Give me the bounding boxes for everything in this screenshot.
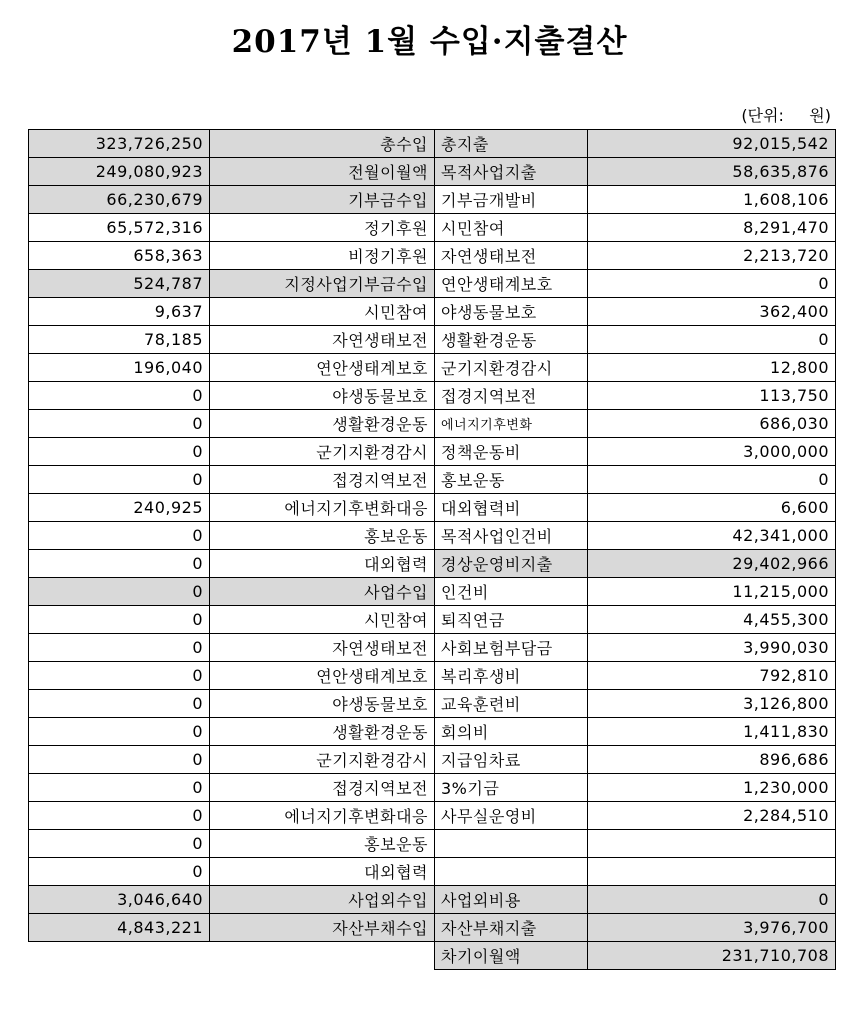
page-title: 2017년 1월 수입·지출결산 <box>231 24 628 60</box>
expense-item-cell: 목적사업지출 <box>435 158 588 186</box>
income-amount-cell: 65,572,316 <box>29 214 210 242</box>
income-item-cell: 대외협력 <box>210 858 435 886</box>
expense-amount-cell: 2,213,720 <box>588 242 836 270</box>
table-row <box>29 158 836 186</box>
expense-item-cell: 지급임차료 <box>435 746 588 774</box>
expense-amount-cell: 3,000,000 <box>588 438 836 466</box>
table-row <box>29 606 836 634</box>
expense-amount-cell: 0 <box>588 466 836 494</box>
expense-item-cell: 복리후생비 <box>435 662 588 690</box>
income-item-cell: 대외협력 <box>210 550 435 578</box>
expense-amount-cell: 11,215,000 <box>588 578 836 606</box>
income-amount-cell: 0 <box>29 634 210 662</box>
expense-item-cell <box>435 830 588 858</box>
table-row <box>29 270 836 298</box>
income-item-cell: 자연생태보전 <box>210 326 435 354</box>
income-amount-cell: 0 <box>29 830 210 858</box>
table-row <box>29 298 836 326</box>
table-row <box>29 662 836 690</box>
table-row <box>29 634 836 662</box>
expense-item-cell: 연안생태계보호 <box>435 270 588 298</box>
income-amount-cell: 0 <box>29 746 210 774</box>
income-amount-cell: 196,040 <box>29 354 210 382</box>
income-item-cell: 홍보운동 <box>210 830 435 858</box>
income-item-cell: 에너지기후변화대응 <box>210 802 435 830</box>
income-item-cell: 사업수입 <box>210 578 435 606</box>
income-item-cell: 전월이월액 <box>210 158 435 186</box>
expense-item-cell: 인건비 <box>435 578 588 606</box>
expense-item-cell: 정책운동비 <box>435 438 588 466</box>
income-item-cell: 자산부채수입 <box>210 914 435 942</box>
table-row <box>29 718 836 746</box>
income-amount-cell: 0 <box>29 522 210 550</box>
income-amount-cell: 0 <box>29 410 210 438</box>
table-row <box>29 802 836 830</box>
income-item-cell: 기부금수입 <box>210 186 435 214</box>
expense-item-cell: 기부금개발비 <box>435 186 588 214</box>
table-row <box>29 242 836 270</box>
income-item-cell: 홍보운동 <box>210 522 435 550</box>
income-item-cell: 지정사업기부금수입 <box>210 270 435 298</box>
table-row <box>29 382 836 410</box>
table-row <box>29 214 836 242</box>
income-item-cell: 비정기후원 <box>210 242 435 270</box>
expense-amount-cell: 3,990,030 <box>588 634 836 662</box>
expense-amount-cell: 12,800 <box>588 354 836 382</box>
expense-item-cell: 사회보험부담금 <box>435 634 588 662</box>
income-amount-cell: 249,080,923 <box>29 158 210 186</box>
expense-item-cell: 사무실운영비 <box>435 802 588 830</box>
table-row <box>29 550 836 578</box>
table-row <box>29 830 836 858</box>
table-row <box>29 326 836 354</box>
expense-item-cell: 자산부채지출 <box>435 914 588 942</box>
income-item-cell: 생활환경운동 <box>210 410 435 438</box>
expense-item-cell: 회의비 <box>435 718 588 746</box>
expense-item-cell: 차기이월액 <box>435 942 588 970</box>
income-amount-cell: 3,046,640 <box>29 886 210 914</box>
table-row <box>29 354 836 382</box>
income-amount-cell <box>29 942 210 970</box>
income-amount-cell: 0 <box>29 550 210 578</box>
table-row <box>29 886 836 914</box>
expense-item-cell: 에너지기후변화 <box>435 410 588 438</box>
expense-item-cell: 야생동물보호 <box>435 298 588 326</box>
expense-amount-cell: 1,230,000 <box>588 774 836 802</box>
income-amount-cell: 0 <box>29 382 210 410</box>
expense-amount-cell: 1,608,106 <box>588 186 836 214</box>
table-row <box>29 522 836 550</box>
table-row <box>29 438 836 466</box>
expense-item-cell: 자연생태보전 <box>435 242 588 270</box>
table-row <box>29 410 836 438</box>
expense-item-cell: 홍보운동 <box>435 466 588 494</box>
income-amount-cell: 0 <box>29 662 210 690</box>
income-item-cell: 사업외수입 <box>210 886 435 914</box>
expense-item-cell: 생활환경운동 <box>435 326 588 354</box>
expense-item-cell: 시민참여 <box>435 214 588 242</box>
expense-item-cell: 퇴직연금 <box>435 606 588 634</box>
expense-amount-cell <box>588 858 836 886</box>
income-amount-cell: 78,185 <box>29 326 210 354</box>
expense-amount-cell: 3,126,800 <box>588 690 836 718</box>
income-item-cell: 야생동물보호 <box>210 690 435 718</box>
income-amount-cell: 524,787 <box>29 270 210 298</box>
expense-item-cell: 접경지역보전 <box>435 382 588 410</box>
income-item-cell: 시민참여 <box>210 606 435 634</box>
table-row <box>29 914 836 942</box>
income-amount-cell: 0 <box>29 718 210 746</box>
expense-amount-cell: 92,015,542 <box>588 130 836 158</box>
income-amount-cell: 0 <box>29 466 210 494</box>
table-row <box>29 578 836 606</box>
expense-amount-cell: 42,341,000 <box>588 522 836 550</box>
table-row <box>29 746 836 774</box>
expense-item-cell: 목적사업인건비 <box>435 522 588 550</box>
income-amount-cell: 240,925 <box>29 494 210 522</box>
income-amount-cell: 0 <box>29 606 210 634</box>
income-amount-cell: 66,230,679 <box>29 186 210 214</box>
income-amount-cell: 4,843,221 <box>29 914 210 942</box>
expense-amount-cell: 231,710,708 <box>588 942 836 970</box>
expense-amount-cell: 362,400 <box>588 298 836 326</box>
income-item-cell: 접경지역보전 <box>210 466 435 494</box>
income-amount-cell: 0 <box>29 438 210 466</box>
expense-item-cell: 경상운영비지출 <box>435 550 588 578</box>
income-amount-cell: 323,726,250 <box>29 130 210 158</box>
expense-amount-cell: 2,284,510 <box>588 802 836 830</box>
income-amount-cell: 0 <box>29 802 210 830</box>
income-item-cell: 군기지환경감시 <box>210 746 435 774</box>
expense-amount-cell: 0 <box>588 270 836 298</box>
table-row <box>29 130 836 158</box>
income-item-cell: 정기후원 <box>210 214 435 242</box>
expense-amount-cell: 792,810 <box>588 662 836 690</box>
table-row <box>29 858 836 886</box>
income-item-cell: 접경지역보전 <box>210 774 435 802</box>
income-item-cell <box>210 942 435 970</box>
expense-amount-cell: 29,402,966 <box>588 550 836 578</box>
income-amount-cell: 0 <box>29 858 210 886</box>
table-row <box>29 942 836 970</box>
income-item-cell: 자연생태보전 <box>210 634 435 662</box>
expense-item-cell: 대외협력비 <box>435 494 588 522</box>
income-amount-cell: 9,637 <box>29 298 210 326</box>
income-item-cell: 에너지기후변화대응 <box>210 494 435 522</box>
expense-item-cell <box>435 858 588 886</box>
expense-amount-cell: 58,635,876 <box>588 158 836 186</box>
expense-amount-cell: 1,411,830 <box>588 718 836 746</box>
income-amount-cell: 0 <box>29 774 210 802</box>
settlement-table <box>28 129 836 970</box>
expense-amount-cell: 0 <box>588 326 836 354</box>
unit-label: (단위: 원) <box>741 106 831 125</box>
expense-item-cell: 총지출 <box>435 130 588 158</box>
expense-item-cell: 군기지환경감시 <box>435 354 588 382</box>
expense-item-cell: 사업외비용 <box>435 886 588 914</box>
income-amount-cell: 658,363 <box>29 242 210 270</box>
expense-amount-cell: 686,030 <box>588 410 836 438</box>
table-row <box>29 690 836 718</box>
income-amount-cell: 0 <box>29 690 210 718</box>
income-item-cell: 야생동물보호 <box>210 382 435 410</box>
income-item-cell: 시민참여 <box>210 298 435 326</box>
income-item-cell: 총수입 <box>210 130 435 158</box>
expense-amount-cell: 113,750 <box>588 382 836 410</box>
income-item-cell: 군기지환경감시 <box>210 438 435 466</box>
table-row <box>29 494 836 522</box>
settlement-table-body <box>29 130 836 970</box>
expense-item-cell: 교육훈련비 <box>435 690 588 718</box>
table-row <box>29 774 836 802</box>
table-row <box>29 186 836 214</box>
income-item-cell: 생활환경운동 <box>210 718 435 746</box>
expense-amount-cell: 0 <box>588 886 836 914</box>
income-item-cell: 연안생태계보호 <box>210 662 435 690</box>
expense-amount-cell <box>588 830 836 858</box>
expense-amount-cell: 8,291,470 <box>588 214 836 242</box>
income-amount-cell: 0 <box>29 578 210 606</box>
income-item-cell: 연안생태계보호 <box>210 354 435 382</box>
expense-amount-cell: 896,686 <box>588 746 836 774</box>
table-row <box>29 466 836 494</box>
expense-item-cell: 3%기금 <box>435 774 588 802</box>
expense-amount-cell: 4,455,300 <box>588 606 836 634</box>
expense-amount-cell: 6,600 <box>588 494 836 522</box>
expense-amount-cell: 3,976,700 <box>588 914 836 942</box>
